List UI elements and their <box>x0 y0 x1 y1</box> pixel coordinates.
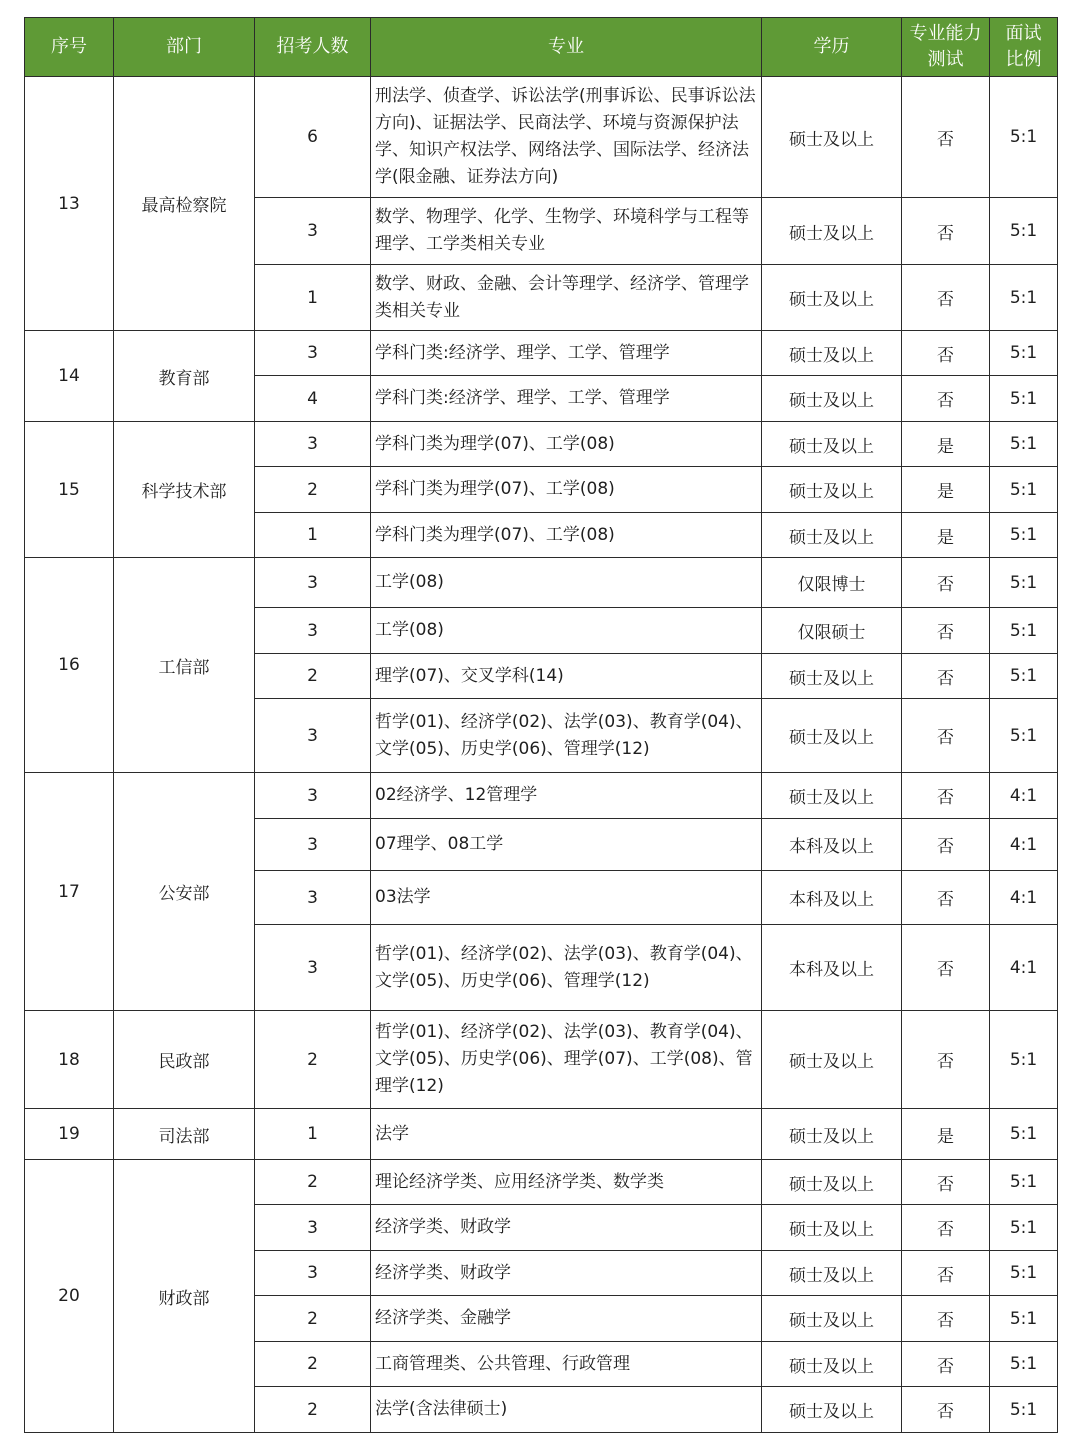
table-row <box>25 331 1058 376</box>
cell-edu: 硕士及以上 <box>762 1205 902 1251</box>
recruitment-table <box>24 17 1058 1433</box>
header-test-line2: 测试 <box>927 49 964 70</box>
cell-test: 否 <box>902 1387 990 1433</box>
cell-count: 3 <box>255 699 371 773</box>
cell-major: 工学(08) <box>371 558 762 608</box>
cell-count: 2 <box>255 1011 371 1109</box>
header-count: 招考人数 <box>255 18 371 77</box>
cell-ratio: 4:1 <box>990 871 1058 925</box>
cell-major: 学科门类为理学(07)、工学(08) <box>371 467 762 513</box>
cell-seq: 20 <box>25 1160 114 1433</box>
cell-dept: 民政部 <box>114 1011 255 1109</box>
cell-count: 3 <box>255 1205 371 1251</box>
cell-edu: 硕士及以上 <box>762 513 902 558</box>
cell-dept: 财政部 <box>114 1160 255 1433</box>
cell-major: 经济学类、金融学 <box>371 1296 762 1342</box>
cell-test: 否 <box>902 1011 990 1109</box>
cell-major: 学科门类为理学(07)、工学(08) <box>371 513 762 558</box>
cell-seq: 16 <box>25 558 114 773</box>
cell-count: 3 <box>255 558 371 608</box>
table-row <box>25 558 1058 608</box>
header-dept: 部门 <box>114 18 255 77</box>
cell-major: 数学、财政、金融、会计等理学、经济学、管理学类相关专业 <box>371 265 762 331</box>
cell-test: 否 <box>902 1205 990 1251</box>
cell-edu: 仅限硕士 <box>762 608 902 654</box>
cell-ratio: 5:1 <box>990 265 1058 331</box>
cell-major: 07理学、08工学 <box>371 819 762 871</box>
cell-edu: 硕士及以上 <box>762 1296 902 1342</box>
cell-seq: 15 <box>25 422 114 558</box>
cell-dept: 工信部 <box>114 558 255 773</box>
cell-test: 否 <box>902 1342 990 1387</box>
cell-ratio: 5:1 <box>990 1205 1058 1251</box>
cell-test: 是 <box>902 1109 990 1160</box>
cell-edu: 仅限博士 <box>762 558 902 608</box>
table-row <box>25 773 1058 819</box>
cell-test: 否 <box>902 1160 990 1205</box>
cell-ratio: 5:1 <box>990 699 1058 773</box>
cell-ratio: 5:1 <box>990 1296 1058 1342</box>
cell-test: 否 <box>902 699 990 773</box>
cell-edu: 本科及以上 <box>762 819 902 871</box>
cell-edu: 硕士及以上 <box>762 265 902 331</box>
header-seq: 序号 <box>25 18 114 77</box>
cell-ratio: 5:1 <box>990 1011 1058 1109</box>
cell-count: 3 <box>255 198 371 265</box>
header-ratio-line2: 比例 <box>1005 49 1042 70</box>
cell-ratio: 5:1 <box>990 558 1058 608</box>
cell-count: 2 <box>255 654 371 699</box>
cell-ratio: 5:1 <box>990 198 1058 265</box>
cell-ratio: 4:1 <box>990 819 1058 871</box>
cell-edu: 硕士及以上 <box>762 1251 902 1296</box>
header-ratio <box>990 18 1058 77</box>
cell-major: 工商管理类、公共管理、行政管理 <box>371 1342 762 1387</box>
cell-edu: 硕士及以上 <box>762 773 902 819</box>
cell-count: 6 <box>255 77 371 198</box>
cell-count: 3 <box>255 608 371 654</box>
cell-ratio: 5:1 <box>990 1109 1058 1160</box>
cell-ratio: 5:1 <box>990 422 1058 467</box>
cell-count: 2 <box>255 1160 371 1205</box>
cell-test: 否 <box>902 773 990 819</box>
cell-test: 否 <box>902 654 990 699</box>
header-row <box>25 18 1058 77</box>
header-test-line1: 专业能力 <box>909 23 982 44</box>
cell-major: 理论经济学类、应用经济学类、数学类 <box>371 1160 762 1205</box>
cell-edu: 硕士及以上 <box>762 467 902 513</box>
cell-ratio: 5:1 <box>990 1387 1058 1433</box>
cell-edu: 硕士及以上 <box>762 331 902 376</box>
cell-major: 学科门类为理学(07)、工学(08) <box>371 422 762 467</box>
cell-seq: 18 <box>25 1011 114 1109</box>
table-row <box>25 1160 1058 1205</box>
cell-major: 03法学 <box>371 871 762 925</box>
cell-major: 02经济学、12管理学 <box>371 773 762 819</box>
cell-test: 否 <box>902 376 990 422</box>
cell-count: 2 <box>255 1296 371 1342</box>
cell-ratio: 5:1 <box>990 467 1058 513</box>
cell-major: 刑法学、侦查学、诉讼法学(刑事诉讼、民事诉讼法方向)、证据法学、民商法学、环境与资源保护法学、知识产权法学、网络法学、国际法学、经济法学(限金融、证券法方向) <box>371 77 762 198</box>
cell-test: 否 <box>902 198 990 265</box>
cell-ratio: 5:1 <box>990 331 1058 376</box>
cell-test: 否 <box>902 77 990 198</box>
table-row <box>25 1109 1058 1160</box>
cell-edu: 硕士及以上 <box>762 1387 902 1433</box>
cell-count: 1 <box>255 1109 371 1160</box>
cell-edu: 本科及以上 <box>762 925 902 1011</box>
cell-test: 否 <box>902 331 990 376</box>
cell-ratio: 5:1 <box>990 654 1058 699</box>
cell-dept: 公安部 <box>114 773 255 1011</box>
cell-count: 3 <box>255 819 371 871</box>
cell-ratio: 5:1 <box>990 77 1058 198</box>
cell-count: 4 <box>255 376 371 422</box>
cell-major: 理学(07)、交叉学科(14) <box>371 654 762 699</box>
cell-seq: 14 <box>25 331 114 422</box>
cell-edu: 硕士及以上 <box>762 699 902 773</box>
cell-count: 3 <box>255 422 371 467</box>
cell-seq: 19 <box>25 1109 114 1160</box>
cell-test: 否 <box>902 871 990 925</box>
cell-test: 否 <box>902 925 990 1011</box>
cell-dept: 司法部 <box>114 1109 255 1160</box>
cell-count: 3 <box>255 331 371 376</box>
cell-ratio: 5:1 <box>990 608 1058 654</box>
cell-test: 否 <box>902 558 990 608</box>
cell-edu: 硕士及以上 <box>762 1160 902 1205</box>
cell-major: 哲学(01)、经济学(02)、法学(03)、教育学(04)、文学(05)、历史学(06)、理学(07)、工学(08)、管理学(12) <box>371 1011 762 1109</box>
cell-ratio: 4:1 <box>990 925 1058 1011</box>
cell-count: 2 <box>255 1342 371 1387</box>
cell-seq: 13 <box>25 77 114 331</box>
cell-test: 否 <box>902 1251 990 1296</box>
cell-test: 否 <box>902 608 990 654</box>
cell-dept: 科学技术部 <box>114 422 255 558</box>
cell-test: 否 <box>902 819 990 871</box>
cell-major: 法学 <box>371 1109 762 1160</box>
cell-major: 哲学(01)、经济学(02)、法学(03)、教育学(04)、文学(05)、历史学(06)、管理学(12) <box>371 699 762 773</box>
cell-count: 3 <box>255 1251 371 1296</box>
table-row <box>25 77 1058 198</box>
cell-major: 法学(含法律硕士) <box>371 1387 762 1433</box>
cell-edu: 硕士及以上 <box>762 376 902 422</box>
cell-edu: 硕士及以上 <box>762 1342 902 1387</box>
cell-ratio: 4:1 <box>990 773 1058 819</box>
cell-count: 1 <box>255 265 371 331</box>
cell-ratio: 5:1 <box>990 1251 1058 1296</box>
cell-test: 是 <box>902 422 990 467</box>
table-row <box>25 422 1058 467</box>
cell-edu: 硕士及以上 <box>762 77 902 198</box>
header-test <box>902 18 990 77</box>
cell-count: 3 <box>255 773 371 819</box>
cell-edu: 硕士及以上 <box>762 1011 902 1109</box>
cell-test: 是 <box>902 513 990 558</box>
cell-ratio: 5:1 <box>990 376 1058 422</box>
header-ratio-line1: 面试 <box>1005 23 1042 44</box>
cell-count: 2 <box>255 467 371 513</box>
cell-count: 1 <box>255 513 371 558</box>
cell-edu: 硕士及以上 <box>762 654 902 699</box>
cell-major: 工学(08) <box>371 608 762 654</box>
cell-ratio: 5:1 <box>990 1160 1058 1205</box>
table-header <box>25 18 1058 77</box>
table-body <box>25 77 1058 1433</box>
cell-count: 2 <box>255 1387 371 1433</box>
cell-major: 学科门类:经济学、理学、工学、管理学 <box>371 376 762 422</box>
cell-major: 经济学类、财政学 <box>371 1251 762 1296</box>
cell-test: 否 <box>902 1296 990 1342</box>
cell-edu: 硕士及以上 <box>762 1109 902 1160</box>
cell-edu: 硕士及以上 <box>762 198 902 265</box>
cell-edu: 硕士及以上 <box>762 422 902 467</box>
table-row <box>25 1011 1058 1109</box>
cell-count: 3 <box>255 871 371 925</box>
cell-seq: 17 <box>25 773 114 1011</box>
cell-major: 学科门类:经济学、理学、工学、管理学 <box>371 331 762 376</box>
header-major: 专业 <box>371 18 762 77</box>
cell-dept: 教育部 <box>114 331 255 422</box>
cell-ratio: 5:1 <box>990 1342 1058 1387</box>
cell-major: 数学、物理学、化学、生物学、环境科学与工程等理学、工学类相关专业 <box>371 198 762 265</box>
cell-major: 哲学(01)、经济学(02)、法学(03)、教育学(04)、文学(05)、历史学(06)、管理学(12) <box>371 925 762 1011</box>
cell-test: 是 <box>902 467 990 513</box>
cell-dept: 最高检察院 <box>114 77 255 331</box>
recruitment-table-container <box>24 17 1058 1433</box>
cell-edu: 本科及以上 <box>762 871 902 925</box>
cell-major: 经济学类、财政学 <box>371 1205 762 1251</box>
cell-ratio: 5:1 <box>990 513 1058 558</box>
header-edu: 学历 <box>762 18 902 77</box>
cell-count: 3 <box>255 925 371 1011</box>
cell-test: 否 <box>902 265 990 331</box>
